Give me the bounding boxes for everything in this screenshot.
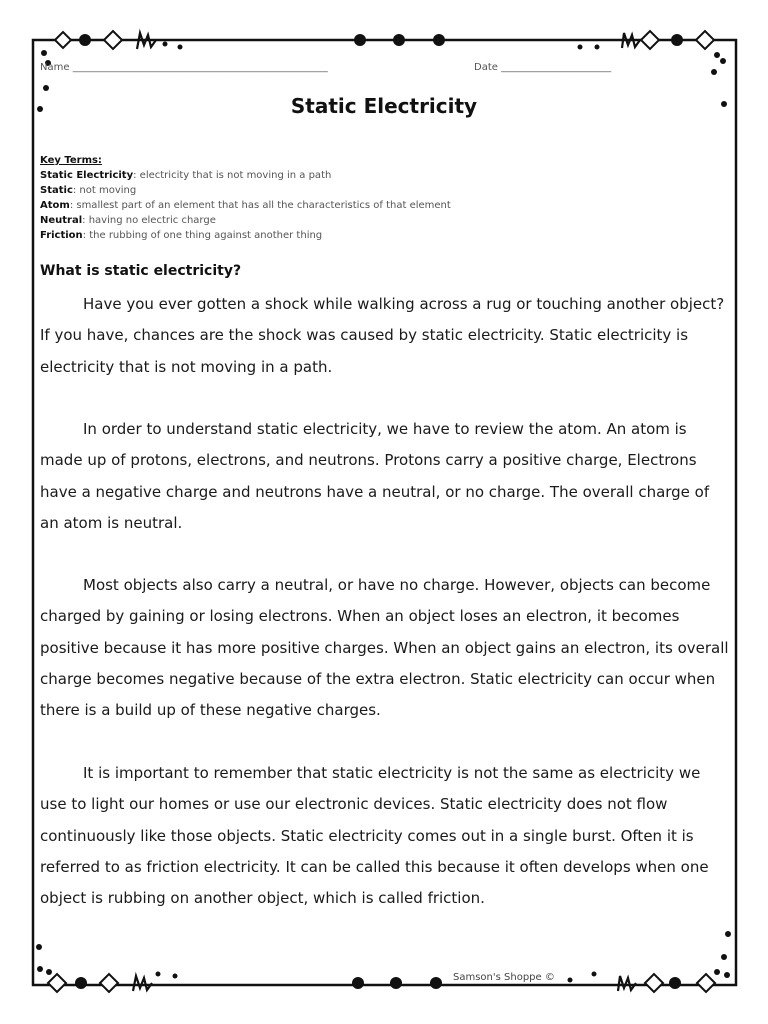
footer-credit: Samson's Shoppe ©: [453, 972, 555, 983]
scribble-icon: [618, 976, 636, 991]
dot-icon: [178, 45, 183, 50]
key-term-item: [40, 183, 451, 198]
dot-icon: [430, 977, 442, 989]
scribble-icon: [133, 976, 152, 991]
dot-icon: [393, 34, 405, 46]
dot-icon: [352, 977, 364, 989]
dot-icon: [43, 85, 49, 91]
dot-icon: [433, 34, 445, 46]
body-paragraph: It is important to remember that static electricity is not the same as electricity we use to light our homes or use our electronic devices. Static electricity does not flow continuously like those objects. Static electricity comes out in a single burst. Often it is referred to as friction electricity. It can be called this because it often develops when one object is rubbing on another object, which is called friction.: [40, 764, 709, 908]
key-term-definition: : smallest part of an element that has all the characteristics of that element: [69, 200, 451, 211]
diamond-icon: [100, 974, 118, 992]
key-term-definition: : electricity that is not moving in a path: [133, 170, 332, 181]
dot-icon: [46, 969, 52, 975]
dot-icon: [671, 34, 683, 46]
key-terms-box: [40, 153, 451, 243]
dot-icon: [669, 977, 681, 989]
dot-icon: [79, 34, 91, 46]
diamond-icon: [645, 974, 663, 992]
name-label: Name: [40, 62, 70, 73]
bottom-scribbles: [133, 976, 636, 991]
key-term-definition: : not moving: [72, 185, 137, 196]
dot-icon: [714, 969, 720, 975]
dot-icon: [37, 966, 43, 972]
dot-icon: [156, 972, 161, 977]
diamond-icon: [48, 974, 66, 992]
dot-icon: [568, 978, 573, 983]
dot-icon: [595, 45, 600, 50]
key-term-definition: : the rubbing of one thing against another thing: [82, 230, 323, 241]
dot-icon: [725, 931, 731, 937]
diamond-icon: [104, 31, 122, 49]
key-term-word: Neutral: [40, 215, 83, 226]
key-term-item: [40, 228, 451, 243]
dot-icon: [720, 58, 726, 64]
dot-icon: [173, 974, 178, 979]
diamond-icon: [697, 974, 715, 992]
date-blank[interactable]: ______________________: [501, 62, 612, 73]
body-paragraph: Have you ever gotten a shock while walking across a rug or touching another object? If you have, chances are the shock was caused by static electricity. Static electricity is electricity that is not moving in a path.: [40, 295, 725, 376]
key-term-item: [40, 168, 451, 183]
dot-icon: [36, 944, 42, 950]
key-term-definition: : having no electric charge: [82, 215, 216, 226]
dot-icon: [390, 977, 402, 989]
key-term-item: [40, 213, 451, 228]
date-field[interactable]: [474, 62, 611, 73]
dot-icon: [592, 972, 597, 977]
dot-icon: [724, 972, 730, 978]
dot-icon: [711, 69, 717, 75]
key-term-word: Static Electricity: [40, 170, 134, 181]
diamond-icon: [55, 32, 71, 48]
key-term-word: Static: [40, 185, 73, 196]
name-blank[interactable]: ___________________________________________________: [72, 62, 328, 73]
diamond-icon: [696, 31, 714, 49]
dot-icon: [41, 50, 47, 56]
body-paragraph: Most objects also carry a neutral, or have no charge. However, objects can become charged by gaining or losing electrons. When an object loses an electron, it becomes positive because it has more positive charges. When an object gains an electron, its overall charge becomes negative because of the extra electron. Static electricity can occur when there is a build up of these negative charges.: [40, 576, 729, 720]
dot-icon: [714, 52, 720, 58]
key-term-word: Friction: [40, 230, 83, 241]
key-terms-heading: Key Terms:: [40, 155, 102, 166]
date-label: Date: [474, 62, 498, 73]
name-field[interactable]: [40, 62, 328, 73]
dot-icon: [163, 42, 168, 47]
dot-icon: [75, 977, 87, 989]
key-term-word: Atom: [40, 200, 70, 211]
key-term-item: [40, 198, 451, 213]
dot-icon: [354, 34, 366, 46]
diamond-icon: [641, 31, 659, 49]
body-paragraph: In order to understand static electricity, we have to review the atom. An atom is made up of protons, electrons, and neutrons. Protons carry a positive charge, Electrons have a negative charge and neutrons have a neutral, or no charge. The overall charge of an atom is neutral.: [40, 420, 710, 532]
dot-icon: [721, 954, 727, 960]
section-heading: What is static electricity?: [40, 263, 242, 279]
page-title: Static Electricity: [290, 94, 478, 118]
dot-icon: [578, 45, 583, 50]
